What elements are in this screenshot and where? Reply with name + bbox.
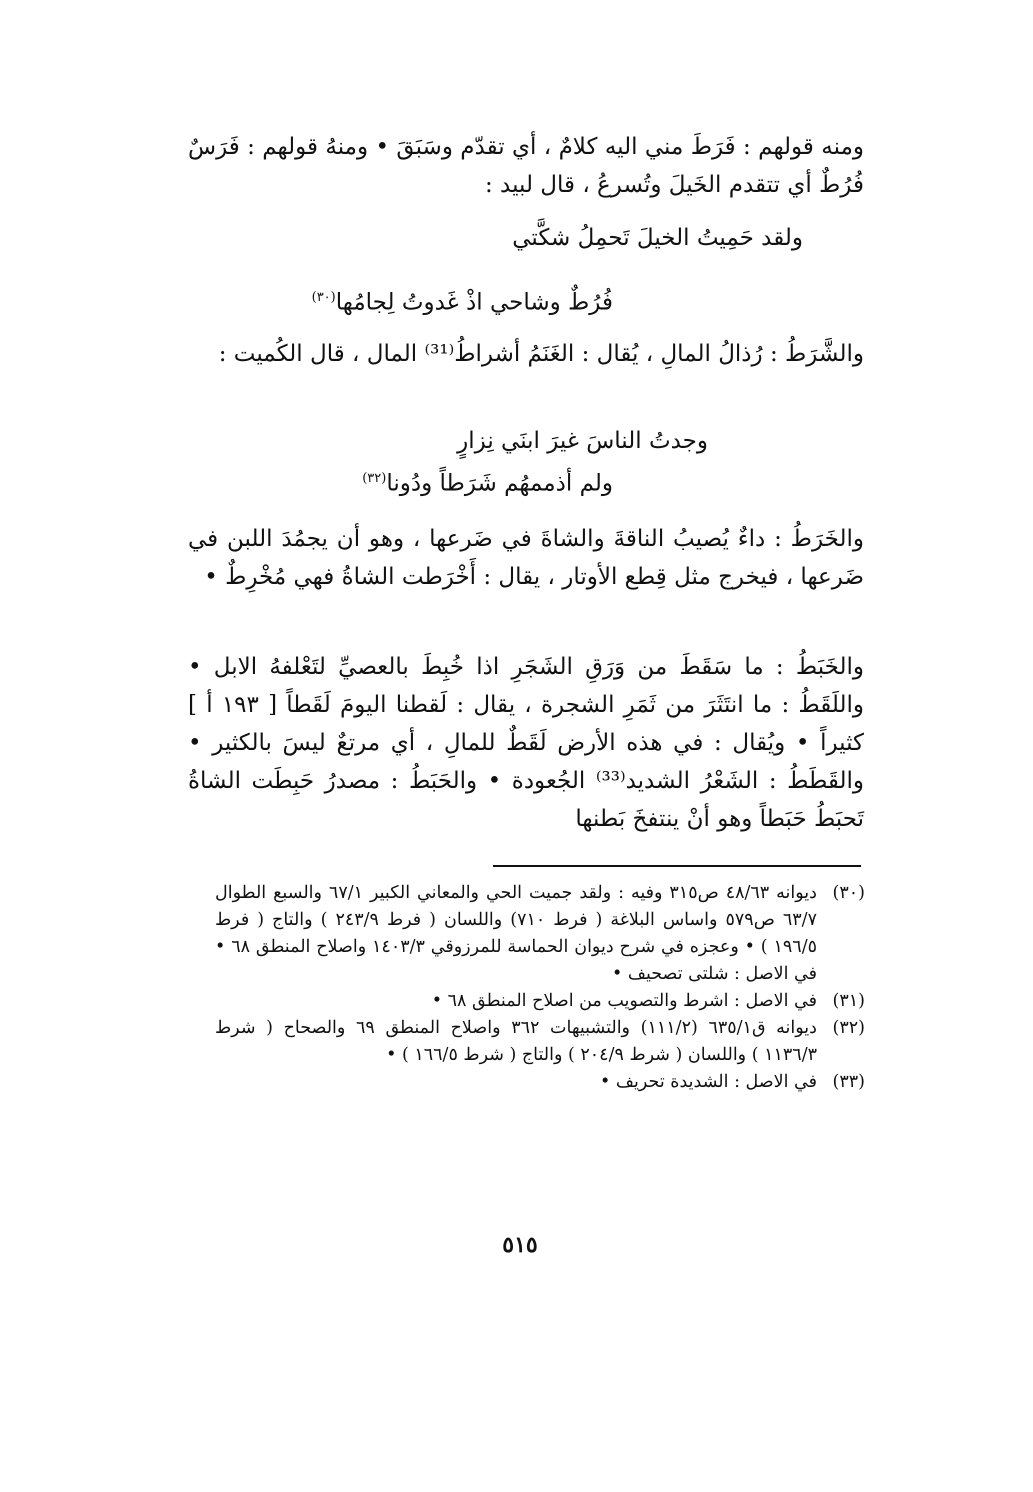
verse-text: ولم أذممهُم شَرَطاً ودُونا bbox=[386, 470, 613, 497]
footnote-ref-32: (٣٢) bbox=[362, 471, 387, 486]
footnote-number: (٣٣) bbox=[832, 1072, 865, 1092]
footnote-text: في الاصل : اشرط والتصويب من اصلاح المنطق ٦٨ • bbox=[431, 991, 817, 1011]
footnote-ref-30: (٣٠) bbox=[311, 290, 336, 305]
footnote-number: (٣٠) bbox=[832, 883, 865, 903]
footnotes bbox=[215, 880, 865, 1096]
verse-text: فُرُطٌ وشاحي اذْ غَدوتُ لِجامُها bbox=[335, 289, 613, 316]
footnote-number: (٣١) bbox=[832, 991, 865, 1011]
footnote-33 bbox=[215, 1069, 865, 1096]
footnote-divider bbox=[493, 865, 861, 867]
paragraph-khabat: والخَبَطُ : ما سَقَطَ من وَرَقِ الشَجَرِ اذا خُبِطَ بالعصيِّ لتَعْلفهُ الابل • واللَقَطُ : ما انتَثَرَ من ثَمَرِ الشجرة ، يقال : لَقطنا اليومَ لَقَطاً [ ١٩٣ أ ] كثيراً • ويُقال : في هذه الأرض لَقَطٌ للمالِ ، أي مرتعٌ ليسَ بالكثير • والقَطَطُ : الشَعْرُ الشديد⁽³³⁾ الجُعودة • والحَبَطُ : مصدرُ حَبِطَت الشاةُ تَحبَطُ حَبَطاً وهو أنْ ينتفخَ بَطنها bbox=[188, 654, 864, 832]
verse-line-4 bbox=[362, 461, 613, 502]
footnote-31 bbox=[215, 988, 865, 1015]
verse-line-1: ولقد حَمِيتُ الخيلَ تَحمِلُ شكَّتي bbox=[512, 225, 803, 251]
footnote-text: في الاصل : الشديدة تحريف • bbox=[600, 1072, 817, 1092]
verse-line-3: وجدتُ الناسَ غيرَ ابنَي نِزارٍ bbox=[457, 428, 708, 454]
page-number: ٥١٥ bbox=[502, 1232, 538, 1258]
paragraph-sharat: والشَّرَطُ : رُذالُ المالِ ، يُقال : الغَنَمُ أشراطُ⁽³¹⁾ المال ، قال الكُميت : bbox=[218, 341, 864, 367]
verse-line-2 bbox=[312, 280, 613, 321]
footnote-30 bbox=[215, 880, 865, 988]
footnote-text: ديوانه ٤٨/٦٣ ص٣١٥ وفيه : ولقد جميت الحي والمعاني الكبير ٦٧/١ والسبع الطوال ٦٣/٧ ص٥٧٩ واساس البلاغة ( فرط ٧١٠) واللسان ( فرط ٢٤٣/٩ ) والتاج ( فرط ١٩٦/٥ ) • وعجزه في شرح ديوان الحماسة للمرزوقي ١٤٠٣/٣ واصلاح المنطق ٦٨ • في الاصل : شلتى تصحيف • bbox=[215, 883, 817, 984]
footnote-32 bbox=[215, 1015, 865, 1069]
footnote-number: (٣٢) bbox=[832, 1018, 865, 1038]
footnote-text: ديوانه ق٦٣٥/١ (١١١/٢) والتشبيهات ٣٦٢ واصلاح المنطق ٦٩ والصحاح ( شرط ١١٣٦/٣ ) واللسان ( شرط ٢٠٤/٩ ) والتاج ( شرط ١٦٦/٥ ) • bbox=[215, 1018, 817, 1065]
paragraph-kharat: والخَرَطُ : داءٌ يُصيبُ الناقةَ والشاةَ في ضَرعها ، وهو أن يجمُدَ اللبن في ضَرعها ، فيخرج مثل قِطع الأوتار ، يقال : أَخْرَطت الشاةُ فهي مُخْرِطٌ • bbox=[188, 526, 864, 590]
paragraph-farat: ومنه قولهم : فَرَطَ مني اليه كلامٌ ، أي تقدّم وسَبَقَ • ومنهُ قولهم : فَرَسٌ فُرُطٌ أي تتقدم الخَيلَ وتُسرعُ ، قال لبيد : bbox=[188, 134, 864, 198]
